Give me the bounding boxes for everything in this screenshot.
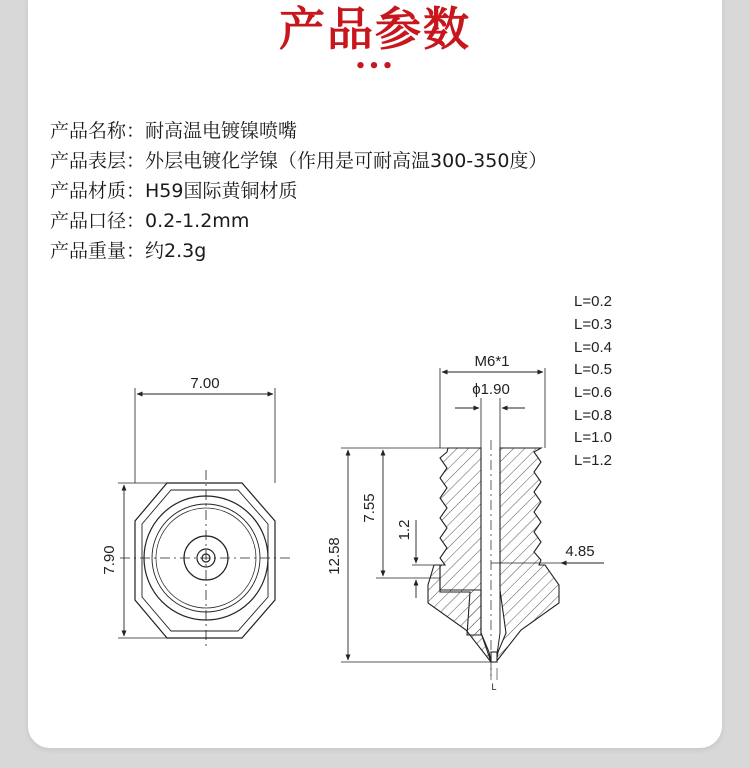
side-view	[341, 368, 604, 680]
l-values-list	[574, 293, 612, 469]
total-length-label: 12.58	[326, 537, 343, 575]
l-value: L=1.0	[574, 429, 612, 446]
thread-length-label: 7.55	[361, 493, 378, 523]
page-title: 产品参数	[279, 2, 471, 56]
spec-value: 外层电镀化学镍（作用是可耐高温300-350度）	[145, 150, 548, 172]
l-value: L=0.4	[574, 339, 612, 356]
nozzle-tip	[491, 652, 497, 662]
l-value: L=0.3	[574, 316, 612, 333]
bore-label: ϕ1.90	[472, 381, 510, 398]
hex-inner-outline	[142, 490, 268, 631]
l-value: L=0.2	[574, 293, 612, 310]
spec-label: 产品名称：	[50, 120, 146, 142]
front-height-label: 7.90	[101, 545, 118, 575]
spec-value: 耐高温电镀镍喷嘴	[145, 120, 298, 142]
tip-label: L	[491, 682, 497, 692]
spec-label: 产品表层：	[50, 150, 146, 172]
spec-value: 0.2-1.2mm	[145, 210, 250, 232]
hex-half-label: 4.85	[565, 543, 595, 560]
shoulder-label: 1.2	[396, 519, 413, 541]
spec-label: 产品材质：	[50, 180, 146, 202]
spec-value: 约2.3g	[145, 240, 207, 262]
spec-label: 产品重量：	[50, 240, 146, 262]
l-value: L=1.2	[574, 452, 612, 469]
spec-label: 产品口径：	[50, 210, 146, 232]
title-decoration: •••	[354, 56, 396, 77]
l-value: L=0.6	[574, 384, 612, 401]
l-value: L=0.5	[574, 361, 612, 378]
right-wall-section	[496, 448, 559, 662]
l-value: L=0.8	[574, 407, 612, 424]
front-view	[118, 388, 290, 650]
front-width-label: 7.00	[190, 375, 220, 392]
spec-value: H59国际黄铜材质	[145, 180, 298, 202]
thread-label: M6*1	[474, 353, 510, 370]
